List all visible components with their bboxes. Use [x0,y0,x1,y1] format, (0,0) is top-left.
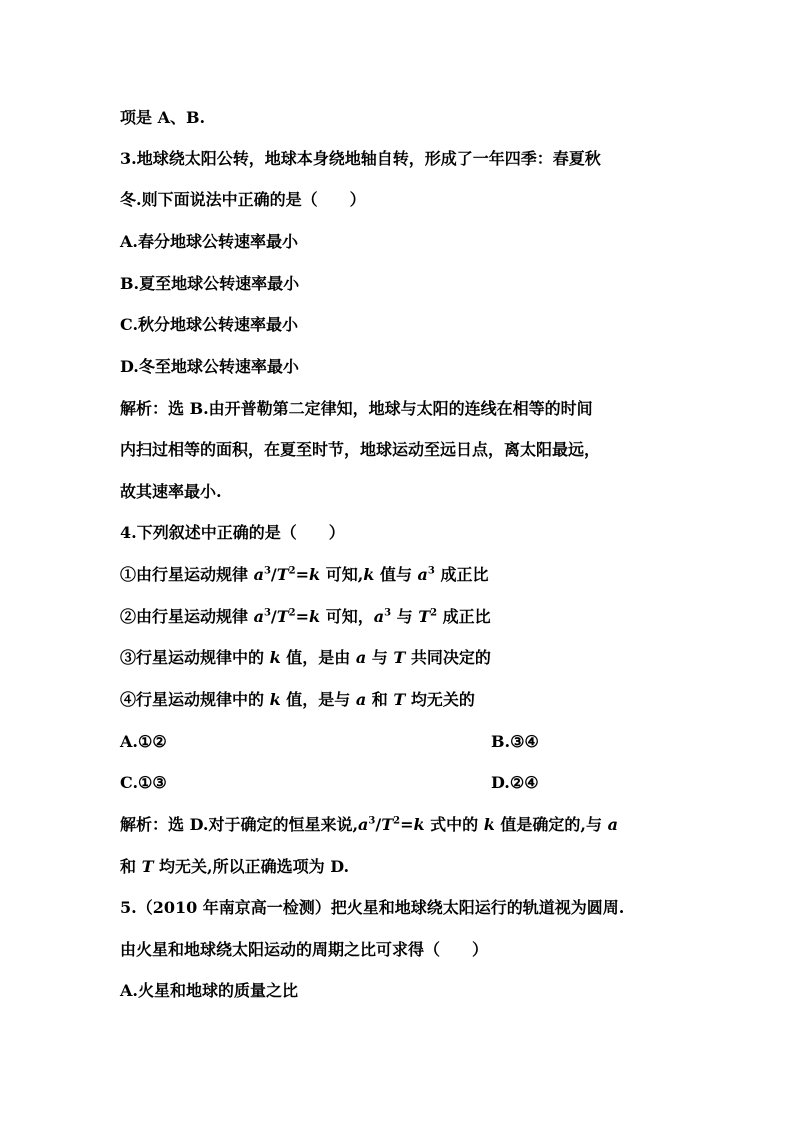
question-4-analysis: 解析：选 D.对于确定的恒星来说$,a^3/T^2=k$ 式中的 k 值是确定的,与 a [120,815,618,834]
question-3-option-c: C.秋分地球公转速率最小 [120,315,299,334]
question-4-analysis-cont: 和 T 均无关,所以正确选项为 D. [120,857,350,876]
question-4-option-d: D.②④ [491,773,539,792]
question-4-statement-1: ①由行星运动规律 $a^3/T^2=k$ 可知,k 值与 $a^3$ 成正比 [120,565,489,584]
question-4-statement-4: ④行星运动规律中的 k 值，是与 a 和 T 均无关的 [120,690,475,709]
question-3-option-d: D.冬至地球公转速率最小 [120,357,299,376]
question-4-statement-2: ②由行星运动规律 $a^3/T^2=k$ 可知，$a^3$ 与 $T^2$ 成正比 [120,607,491,626]
question-3-stem: 3.地球绕太阳公转，地球本身绕地轴自转，形成了一年四季：春夏秋 [120,149,601,168]
question-3-analysis-end: 故其速率最小. [120,482,222,501]
question-4-option-b: B.③④ [491,732,539,751]
question-4-stem: 4.下列叙述中正确的是（ ） [120,523,345,542]
question-5-stem-cont: 由火星和地球绕太阳运动的周期之比可求得（ ） [120,940,489,959]
question-4-option-a: A.①② [120,732,167,751]
question-4-statement-3: ③行星运动规律中的 k 值，是由 a 与 T 共同决定的 [120,648,491,667]
question-4-option-c: C.①③ [120,773,167,792]
question-3-analysis-cont: 内扫过相等的面积，在夏至时节，地球运动至远日点，离太阳最远， [120,440,601,459]
question-3-stem-cont: 冬.则下面说法中正确的是（ ） [120,190,366,209]
question-3-option-a: A.春分地球公转速率最小 [120,232,298,251]
question-3-analysis: 解析：选 B.由开普勒第二定律知，地球与太阳的连线在相等的时间 [120,399,593,418]
text-line: 项是 A、B. [120,108,206,127]
question-3-option-b: B.夏至地球公转速率最小 [120,274,300,293]
question-5-option-a: A.火星和地球的质量之比 [120,981,298,1000]
question-5-stem: 5.（2010 年南京高一检测）把火星和地球绕太阳运行的轨道视为圆周. [120,898,625,917]
